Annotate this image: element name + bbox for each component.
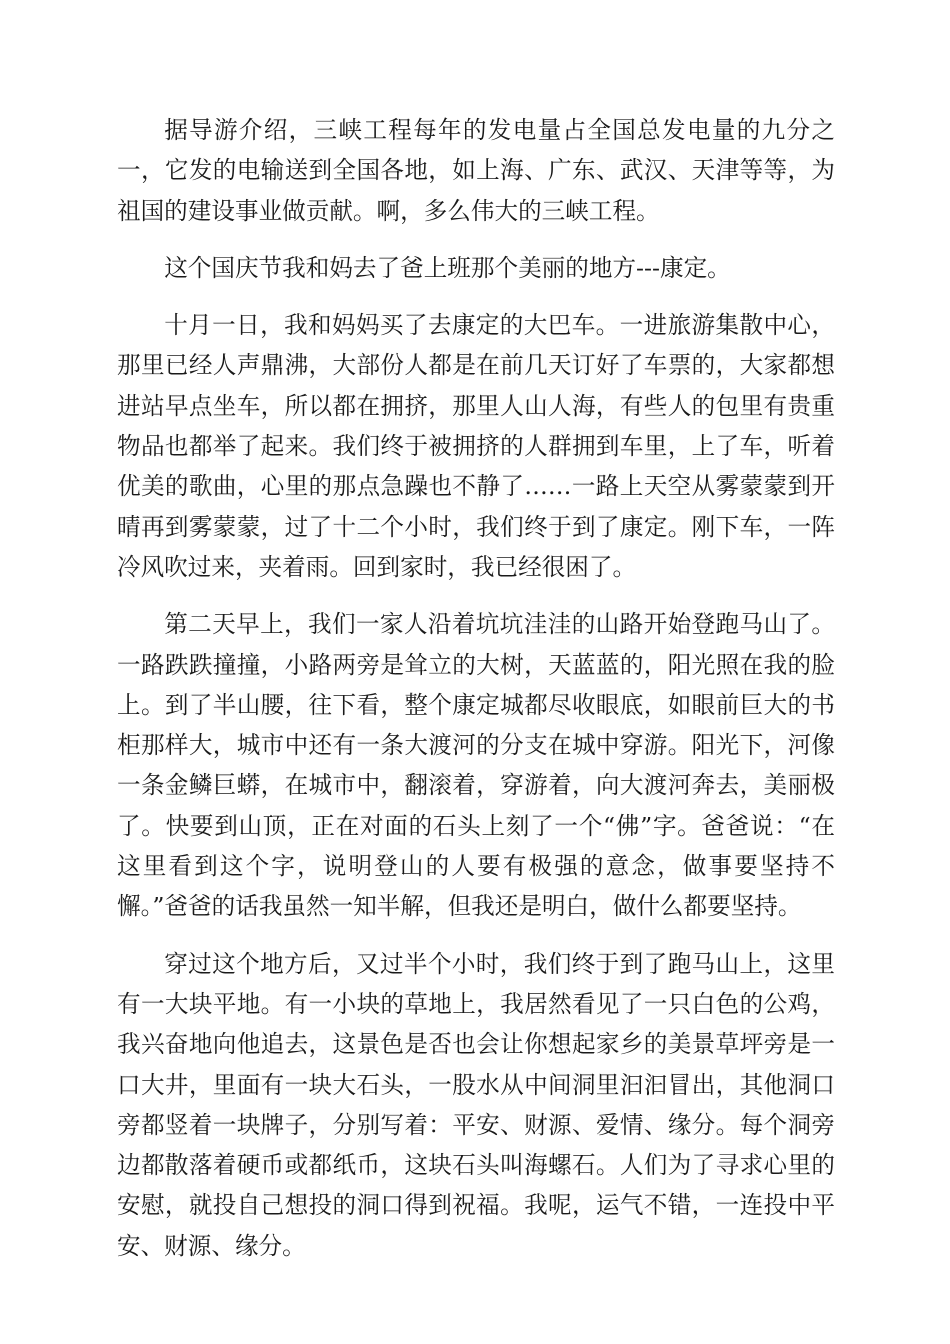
paragraph-three-gorges: 据导游介绍，三峡工程每年的发电量占全国总发电量的九分之一，它发的电输送到全国各地，如上海、广东、武汉、天津等等，为祖国的建设事业做贡献。啊，多么伟大的三峡工程。 xyxy=(117,116,835,225)
paragraph-bus-trip: 十月一日，我和妈妈买了去康定的大巴车。一进旅游集散中心，那里已经人声鼎沸，大部份人都是在前几天订好了车票的，大家都想进站早点坐车，所以都在拥挤，那里人山人海，有些人的包里有贵重物品也都举了起来。我们终于被拥挤的人群拥到车里，上了车，听着优美的歌曲，心里的那点急躁也不静了……一路上天空从雾蒙蒙到开晴再到雾蒙蒙，过了十二个小时，我们终于到了康定。刚下车，一阵冷风吹过来，夹着雨。回到家时，我已经很困了。 xyxy=(117,311,835,581)
paragraph-mountain-top: 穿过这个地方后，又过半个小时，我们终于到了跑马山上，这里有一大块平地。有一小块的草地上，我居然看见了一只白色的公鸡，我兴奋地向他追去，这景色是否也会让你想起家乡的美景草坪旁是一口大井，里面有一块大石头，一股水从中间洞里汩汩冒出，其他洞口旁都竖着一块牌子，分别写着：平安、财源、爱情、缘分。每个洞旁边都散落着硬币或都纸币，这块石头叫海螺石。人们为了寻求心里的安慰，就投自己想投的洞口得到祝福。我呢，运气不错，一连投中平安、财源、缘分。 xyxy=(117,949,835,1260)
article-body xyxy=(117,110,835,1283)
paragraph-mountain-climb: 第二天早上，我们一家人沿着坑坑洼洼的山路开始登跑马山了。一路跌跌撞撞，小路两旁是耸立的大树，天蓝蓝的，阳光照在我的脸上。到了半山腰，往下看，整个康定城都尽收眼底，如眼前巨大的书柜那样大，城市中还有一条大渡河的分支在城中穿游。阳光下，河像一条金鳞巨蟒，在城市中，翻滚着，穿游着，向大渡河奔去，美丽极了。快要到山顶，正在对面的石头上刻了一个“佛”字。爸爸说：“在这里看到这个字，说明登山的人要有极强的意念，做事要坚持不懈。”爸爸的话我虽然一知半解，但我还是明白，做什么都要坚持。 xyxy=(117,610,835,921)
paragraph-national-day: 这个国庆节我和妈去了爸上班那个美丽的地方---康定。 xyxy=(164,253,731,282)
